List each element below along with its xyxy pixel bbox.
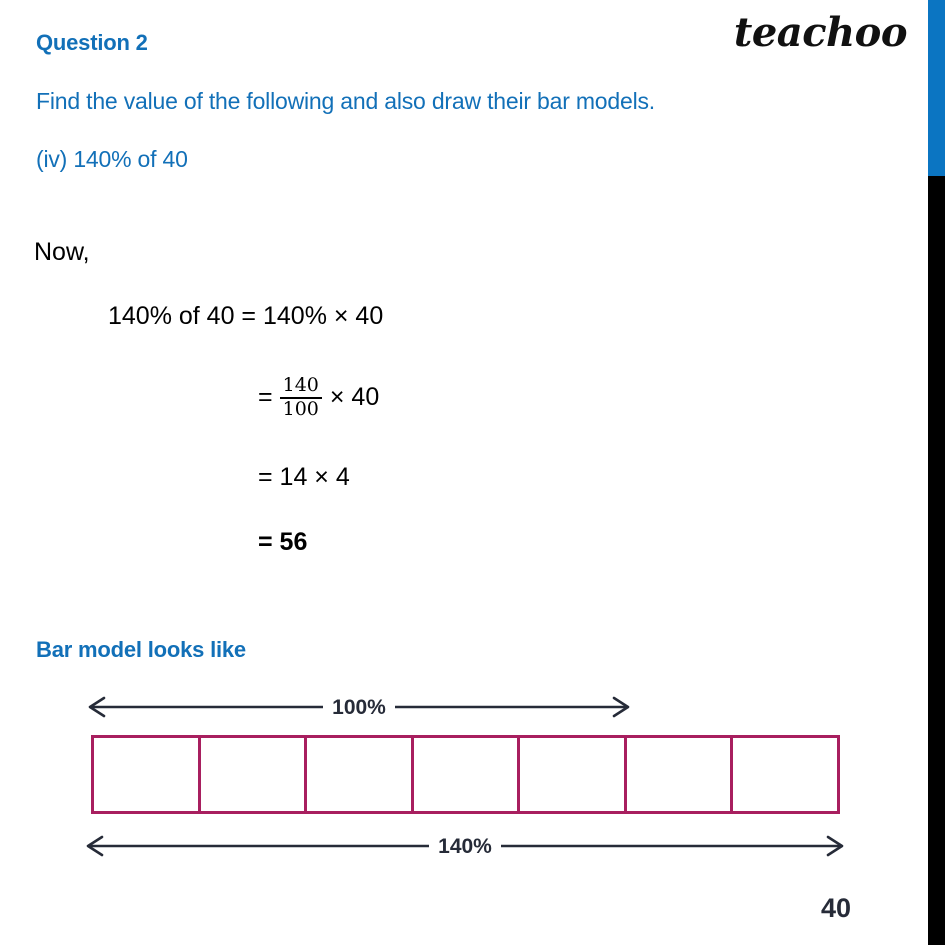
bar-cell — [627, 738, 734, 811]
bar-cell — [414, 738, 521, 811]
fraction-numerator: 140 — [282, 374, 319, 396]
solution-line-3: = 14 × 4 — [258, 463, 350, 491]
right-edge-black-strip — [928, 176, 945, 945]
solution-line-4: = 56 — [258, 528, 308, 556]
bar-model-total-value: 40 — [821, 893, 852, 923]
question-part: (iv) 140% of 40 — [36, 146, 188, 172]
bar-cell — [201, 738, 308, 811]
fraction-140-over-100 — [280, 376, 322, 420]
teachoo-logo: teachoo — [733, 9, 907, 56]
dimension-arrow-140-percent — [84, 829, 846, 863]
fraction-denominator: 100 — [282, 397, 319, 420]
bar-top-label: 100% — [323, 697, 395, 718]
bar-bottom-label: 140% — [429, 836, 501, 857]
fraction-multiplier: × 40 — [329, 383, 380, 412]
dimension-arrow-100-percent — [86, 690, 632, 724]
question-label: Question 2 — [36, 30, 148, 55]
solution-line-1: 140% of 40 = 140% × 40 — [108, 302, 384, 330]
bar-cell — [520, 738, 627, 811]
bar-cell — [307, 738, 414, 811]
right-edge-blue-strip — [928, 0, 945, 176]
bar-cell — [733, 738, 837, 811]
question-prompt: Find the value of the following and also draw their bar models. — [36, 88, 655, 114]
bar-model-bar — [91, 735, 840, 814]
bar-model-heading: Bar model looks like — [36, 637, 246, 662]
bar-cell — [94, 738, 201, 811]
solution-line-2 — [258, 376, 379, 420]
solution-intro: Now, — [34, 238, 90, 266]
equals-sign: = — [258, 383, 273, 412]
